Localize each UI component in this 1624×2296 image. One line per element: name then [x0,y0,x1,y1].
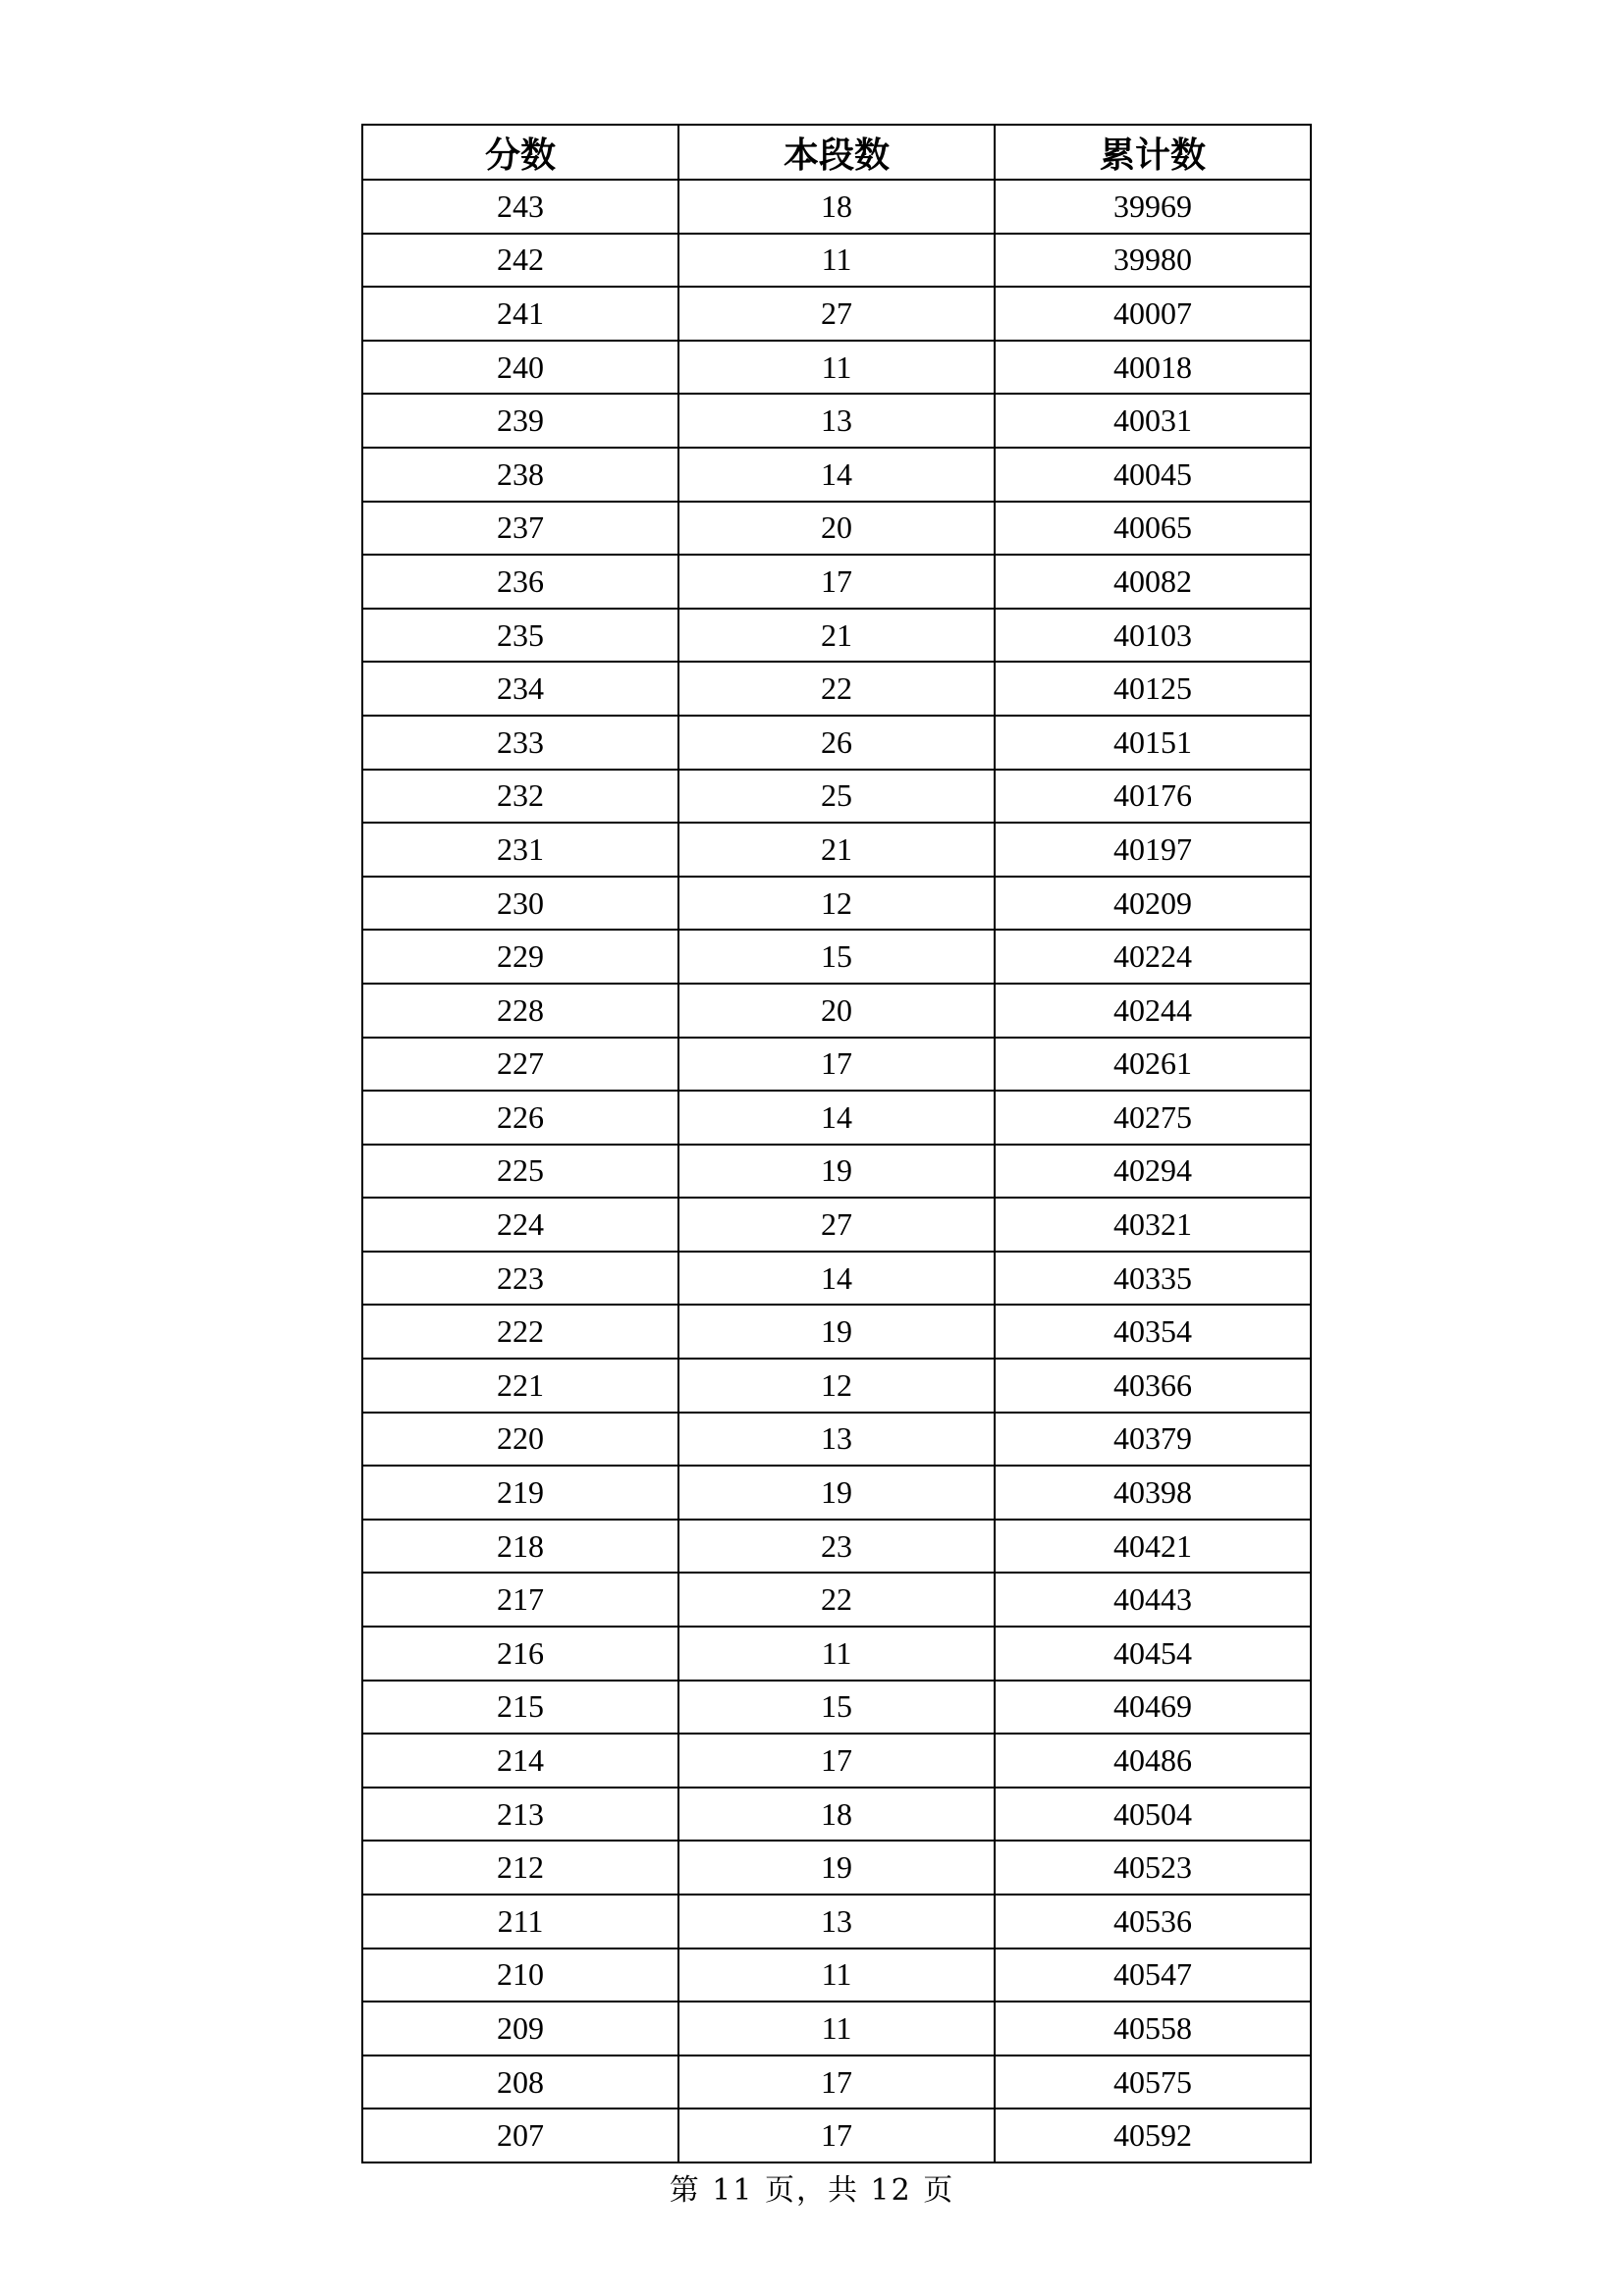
table-row [362,1627,1311,1681]
score-cell: 232 [362,770,678,824]
table-row [362,930,1311,984]
column-header-cumulative-count: 累计数 [995,125,1311,180]
segment-count-cell: 17 [678,2109,995,2163]
cumulative-count-cell: 40294 [995,1145,1311,1199]
segment-count-cell: 13 [678,1895,995,1949]
table-row [362,1895,1311,1949]
cumulative-count-cell: 40082 [995,555,1311,609]
table-row [362,2002,1311,2056]
cumulative-count-cell: 40151 [995,716,1311,770]
cumulative-count-cell: 40018 [995,341,1311,395]
score-cell: 223 [362,1252,678,1306]
segment-count-cell: 27 [678,287,995,341]
segment-count-cell: 14 [678,1091,995,1145]
segment-count-cell: 23 [678,1520,995,1574]
cumulative-count-cell: 40335 [995,1252,1311,1306]
score-cell: 225 [362,1145,678,1199]
table-row [362,770,1311,824]
cumulative-count-cell: 40261 [995,1038,1311,1092]
segment-count-cell: 13 [678,394,995,448]
cumulative-count-cell: 40547 [995,1949,1311,2002]
score-cell: 240 [362,341,678,395]
segment-count-cell: 11 [678,1949,995,2002]
table-row [362,1573,1311,1627]
table-row [362,341,1311,395]
table-row [362,1788,1311,1842]
table-row [362,1305,1311,1359]
score-cell: 207 [362,2109,678,2163]
column-header-segment-count: 本段数 [678,125,995,180]
cumulative-count-cell: 40443 [995,1573,1311,1627]
cumulative-count-cell: 40536 [995,1895,1311,1949]
score-cell: 216 [362,1627,678,1681]
cumulative-count-cell: 40523 [995,1841,1311,1895]
cumulative-count-cell: 40379 [995,1413,1311,1467]
table-row [362,1520,1311,1574]
score-cell: 211 [362,1895,678,1949]
score-cell: 224 [362,1198,678,1252]
score-cell: 220 [362,1413,678,1467]
segment-count-cell: 26 [678,716,995,770]
score-cell: 228 [362,984,678,1038]
segment-count-cell: 19 [678,1305,995,1359]
score-cell: 238 [362,448,678,502]
segment-count-cell: 11 [678,341,995,395]
score-cell: 237 [362,502,678,556]
score-cell: 241 [362,287,678,341]
segment-count-cell: 22 [678,662,995,716]
table-row [362,1359,1311,1413]
score-distribution-table [361,124,1312,2163]
score-cell: 239 [362,394,678,448]
score-cell: 208 [362,2056,678,2109]
cumulative-count-cell: 40065 [995,502,1311,556]
score-cell: 214 [362,1734,678,1788]
table-row [362,555,1311,609]
table-row [362,1681,1311,1735]
cumulative-count-cell: 40103 [995,609,1311,663]
score-cell: 229 [362,930,678,984]
cumulative-count-cell: 40007 [995,287,1311,341]
score-cell: 210 [362,1949,678,2002]
score-cell: 243 [362,180,678,234]
score-cell: 213 [362,1788,678,1842]
segment-count-cell: 17 [678,1734,995,1788]
segment-count-cell: 14 [678,448,995,502]
table-row [362,287,1311,341]
table-row [362,662,1311,716]
segment-count-cell: 18 [678,180,995,234]
table-row [362,1038,1311,1092]
table-row [362,1841,1311,1895]
table-row [362,180,1311,234]
cumulative-count-cell: 40575 [995,2056,1311,2109]
segment-count-cell: 15 [678,930,995,984]
segment-count-cell: 12 [678,1359,995,1413]
table-row [362,877,1311,931]
score-cell: 212 [362,1841,678,1895]
table-row [362,1091,1311,1145]
table-row [362,1198,1311,1252]
table-row [362,2056,1311,2109]
segment-count-cell: 13 [678,1413,995,1467]
table-row [362,394,1311,448]
table-row [362,609,1311,663]
cumulative-count-cell: 39969 [995,180,1311,234]
score-cell: 221 [362,1359,678,1413]
column-header-score: 分数 [362,125,678,180]
cumulative-count-cell: 40045 [995,448,1311,502]
cumulative-count-cell: 40398 [995,1466,1311,1520]
page-footer: 第 11 页，共 12 页 [669,2173,955,2208]
table-row [362,2109,1311,2163]
cumulative-count-cell: 40558 [995,2002,1311,2056]
segment-count-cell: 19 [678,1466,995,1520]
cumulative-count-cell: 40275 [995,1091,1311,1145]
score-cell: 233 [362,716,678,770]
score-cell: 236 [362,555,678,609]
score-cell: 230 [362,877,678,931]
cumulative-count-cell: 40197 [995,823,1311,877]
cumulative-count-cell: 40209 [995,877,1311,931]
table-row [362,716,1311,770]
table-row [362,1734,1311,1788]
cumulative-count-cell: 40454 [995,1627,1311,1681]
score-cell: 222 [362,1305,678,1359]
segment-count-cell: 20 [678,984,995,1038]
segment-count-cell: 21 [678,823,995,877]
segment-count-cell: 17 [678,2056,995,2109]
segment-count-cell: 17 [678,555,995,609]
score-cell: 242 [362,234,678,288]
cumulative-count-cell: 40031 [995,394,1311,448]
score-cell: 218 [362,1520,678,1574]
table-row [362,1949,1311,2002]
segment-count-cell: 17 [678,1038,995,1092]
cumulative-count-cell: 40176 [995,770,1311,824]
segment-count-cell: 22 [678,1573,995,1627]
score-cell: 235 [362,609,678,663]
segment-count-cell: 11 [678,1627,995,1681]
cumulative-count-cell: 40504 [995,1788,1311,1842]
cumulative-count-cell: 40469 [995,1681,1311,1735]
segment-count-cell: 27 [678,1198,995,1252]
segment-count-cell: 19 [678,1841,995,1895]
cumulative-count-cell: 40224 [995,930,1311,984]
cumulative-count-cell: 40421 [995,1520,1311,1574]
cumulative-count-cell: 39980 [995,234,1311,288]
segment-count-cell: 12 [678,877,995,931]
segment-count-cell: 20 [678,502,995,556]
segment-count-cell: 11 [678,2002,995,2056]
table-row [362,823,1311,877]
segment-count-cell: 19 [678,1145,995,1199]
table-row [362,502,1311,556]
segment-count-cell: 21 [678,609,995,663]
table-row [362,1252,1311,1306]
score-cell: 226 [362,1091,678,1145]
cumulative-count-cell: 40244 [995,984,1311,1038]
cumulative-count-cell: 40354 [995,1305,1311,1359]
segment-count-cell: 14 [678,1252,995,1306]
table-row [362,1466,1311,1520]
cumulative-count-cell: 40125 [995,662,1311,716]
segment-count-cell: 11 [678,234,995,288]
segment-count-cell: 18 [678,1788,995,1842]
score-cell: 209 [362,2002,678,2056]
table-row [362,1145,1311,1199]
segment-count-cell: 25 [678,770,995,824]
table-row [362,1413,1311,1467]
table-body [362,180,1311,2163]
cumulative-count-cell: 40592 [995,2109,1311,2163]
score-cell: 234 [362,662,678,716]
cumulative-count-cell: 40366 [995,1359,1311,1413]
table-row [362,984,1311,1038]
score-cell: 217 [362,1573,678,1627]
table-row [362,448,1311,502]
score-cell: 219 [362,1466,678,1520]
cumulative-count-cell: 40486 [995,1734,1311,1788]
table-header-row [362,125,1311,180]
cumulative-count-cell: 40321 [995,1198,1311,1252]
score-cell: 215 [362,1681,678,1735]
segment-count-cell: 15 [678,1681,995,1735]
score-cell: 231 [362,823,678,877]
score-cell: 227 [362,1038,678,1092]
table-row [362,234,1311,288]
